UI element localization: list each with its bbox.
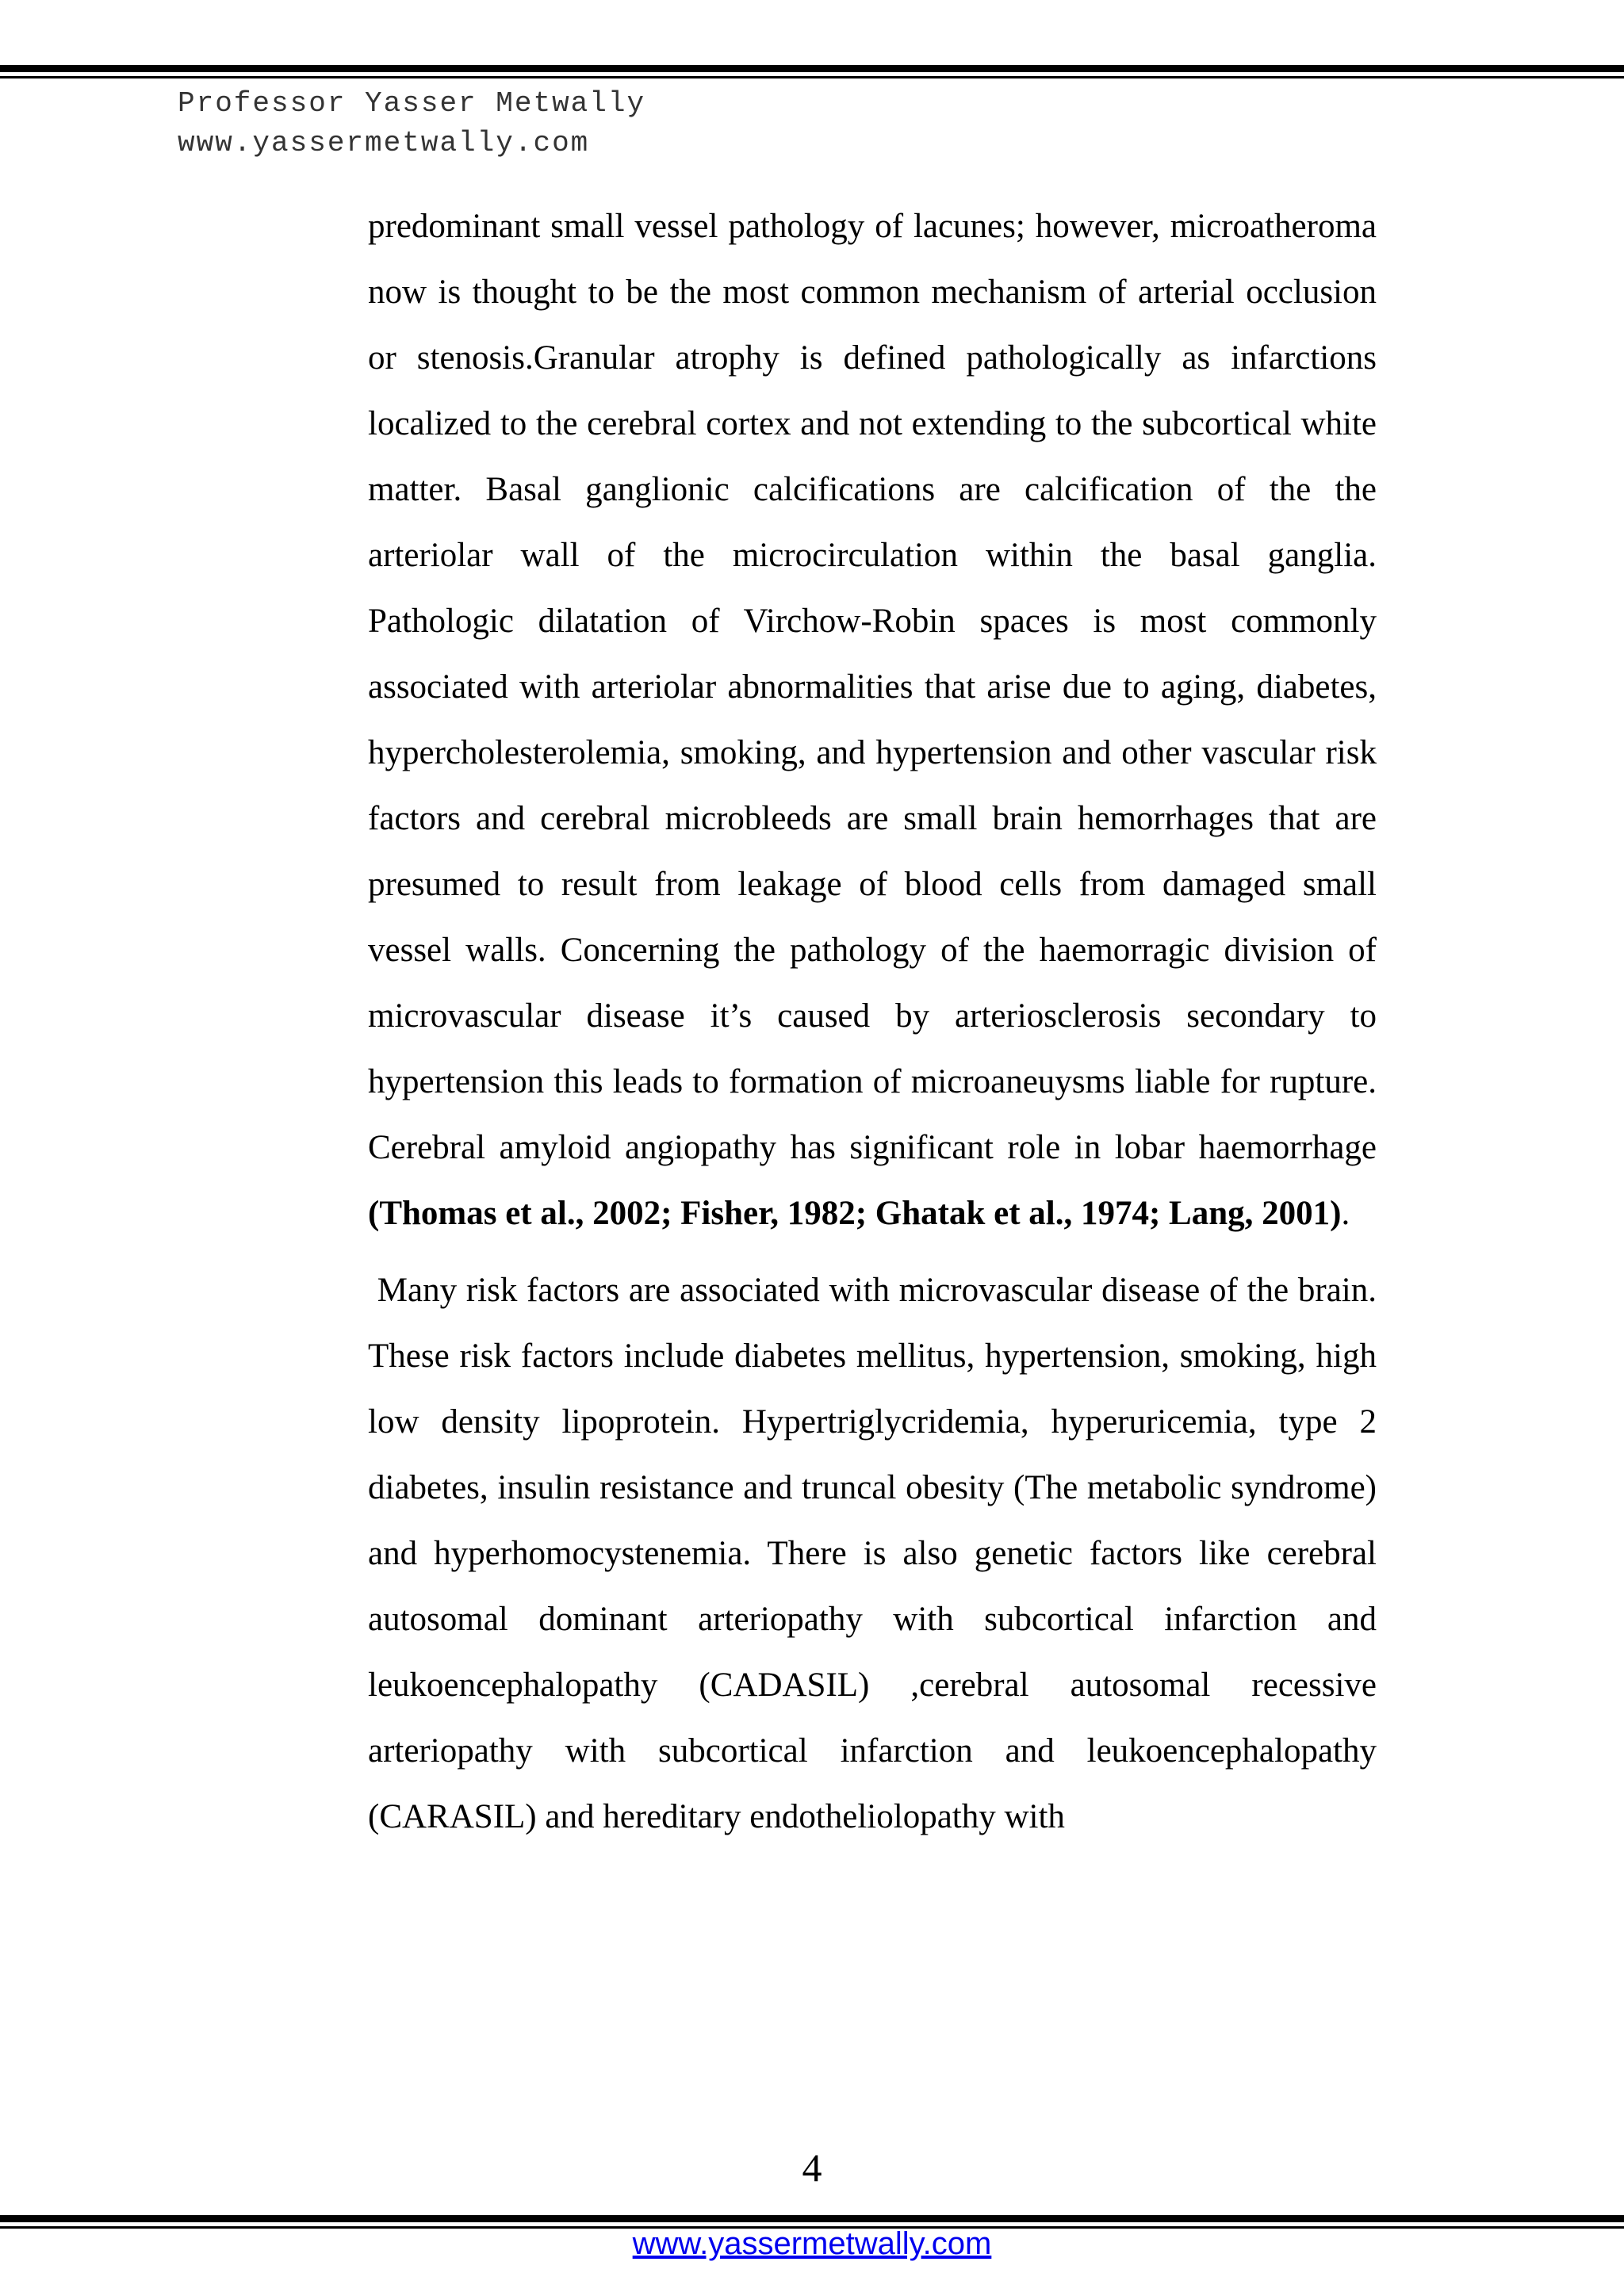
body-paragraph-1 (368, 193, 1377, 1246)
paragraph-2-text: Many risk factors are associated with microvascular disease of the brain. These risk factors include diabetes mellitus, hypertension, smoking, high low density lipoprotein. Hypertriglycridemia, hyperuricemia, type 2 diabetes, insulin resistance and truncal obesity (The metabolic syndrome) and hyperhomocystenemia. There is also genetic factors like cerebral autosomal dominant arteriopathy with subcortical infarction and leukoencephalopathy (CADASIL) ,cerebral autosomal recessive arteriopathy with subcortical infarction and leukoencephalopathy (CARASIL) and hereditary endotheliolopathy with (368, 1272, 1377, 1835)
paragraph-1-period: . (1341, 1195, 1350, 1232)
page-number: 4 (802, 2145, 822, 2190)
body-paragraph-2 (368, 1257, 1377, 1850)
paragraph-1-text: predominant small vessel pathology of lacunes; however, microatheroma now is thought to be the most common mechanism of arterial occlusion or stenosis.Granular atrophy is defined pathologically as infarctions localized to the cerebral cortex and not extending to the subcortical white matter. Basal ganglionic calcifications are calcification of the the arteriolar wall of the microcirculation within the basal ganglia. Pathologic dilatation of Virchow-Robin spaces is most commonly associated with arteriolar abnormalities that arise due to aging, diabetes, hypercholesterolemia, smoking, and hypertension and other vascular risk factors and cerebral microbleeds are small brain hemorrhages that are presumed to result from leakage of blood cells from damaged small vessel walls. Concerning the pathology of the haemorragic division of microvascular disease it’s caused by arteriosclerosis secondary to hypertension this leads to formation of microaneuysms liable for rupture. Cerebral amyloid angiopathy has significant role in lobar haemorrhage (368, 208, 1377, 1166)
header-author: Professor Yasser Metwally (178, 87, 646, 120)
footer (0, 2223, 1624, 2264)
header-website: www.yassermetwally.com (178, 127, 590, 159)
header-rule-thick (0, 65, 1624, 72)
header-rule-thin (0, 76, 1624, 78)
paragraph-1-citation: (Thomas et al., 2002; Fisher, 1982; Ghatak et al., 1974; Lang, 2001) (368, 1195, 1342, 1232)
footer-website-link[interactable]: www.yassermetwally.com (632, 2226, 992, 2261)
footer-rule-thick (0, 2215, 1624, 2222)
document-body (368, 193, 1377, 1850)
page-header (178, 84, 645, 163)
